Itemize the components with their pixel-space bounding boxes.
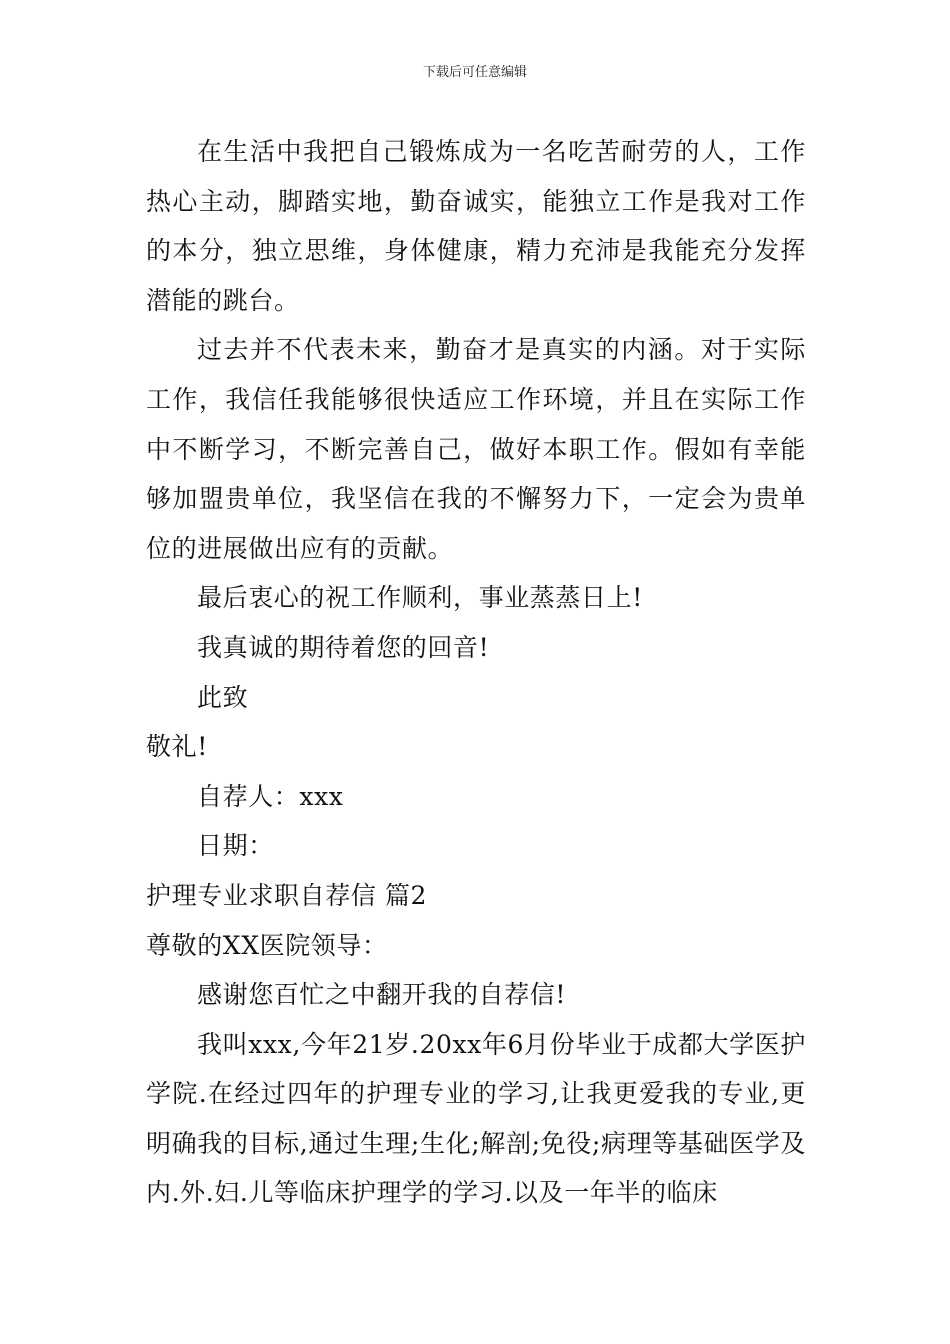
salutation-cizhi: 此致: [197, 682, 249, 712]
paragraph-self-description: 在生活中我把自己锻炼成为一名吃苦耐劳的人，工作热心主动，脚踏实地，勤奋诚实，能独立工作是我对工作的本分，独立思维，身体健康，精力充沛是我能充分发挥潜能的跳台。: [146, 137, 806, 315]
document-body: [146, 127, 806, 1218]
paragraph-thanks: 感谢您百忙之中翻开我的自荐信!: [197, 980, 567, 1010]
paragraph-introduction: 我叫xxx,今年21岁.20xx年6月份毕业于成都大学医护学院.在经过四年的护理专业的学习,让我更爱我的专业,更明确我的目标,通过生理;生化;解剖;免役;病理等基础医学及内.外.妇.儿等临床护理学的学习.以及一年半的临床: [146, 1029, 806, 1208]
paragraph-closing-wish: 最后衷心的祝工作顺利，事业蒸蒸日上!: [197, 583, 643, 613]
letter-greeting: 尊敬的XX医院领导：: [146, 930, 388, 960]
salutation-jingli: 敬礼!: [146, 732, 208, 762]
page-header: 下载后可任意编辑: [422, 65, 527, 80]
section-title: 护理专业求职自荐信 篇2: [146, 880, 428, 910]
date-line: 日期：: [197, 831, 274, 861]
signature-line: 自荐人：xxx: [197, 781, 344, 811]
paragraph-future-commitment: 过去并不代表未来，勤奋才是真实的内涵。对于实际工作，我信任我能够很快适应工作环境，并且在实际工作中不断学习，不断完善自己，做好本职工作。假如有幸能够加盟贵单位，我坚信在我的不懈努力下，一定会为贵单位的进展做出应有的贡献。: [146, 335, 806, 563]
paragraph-awaiting-reply: 我真诚的期待着您的回音!: [197, 632, 490, 662]
